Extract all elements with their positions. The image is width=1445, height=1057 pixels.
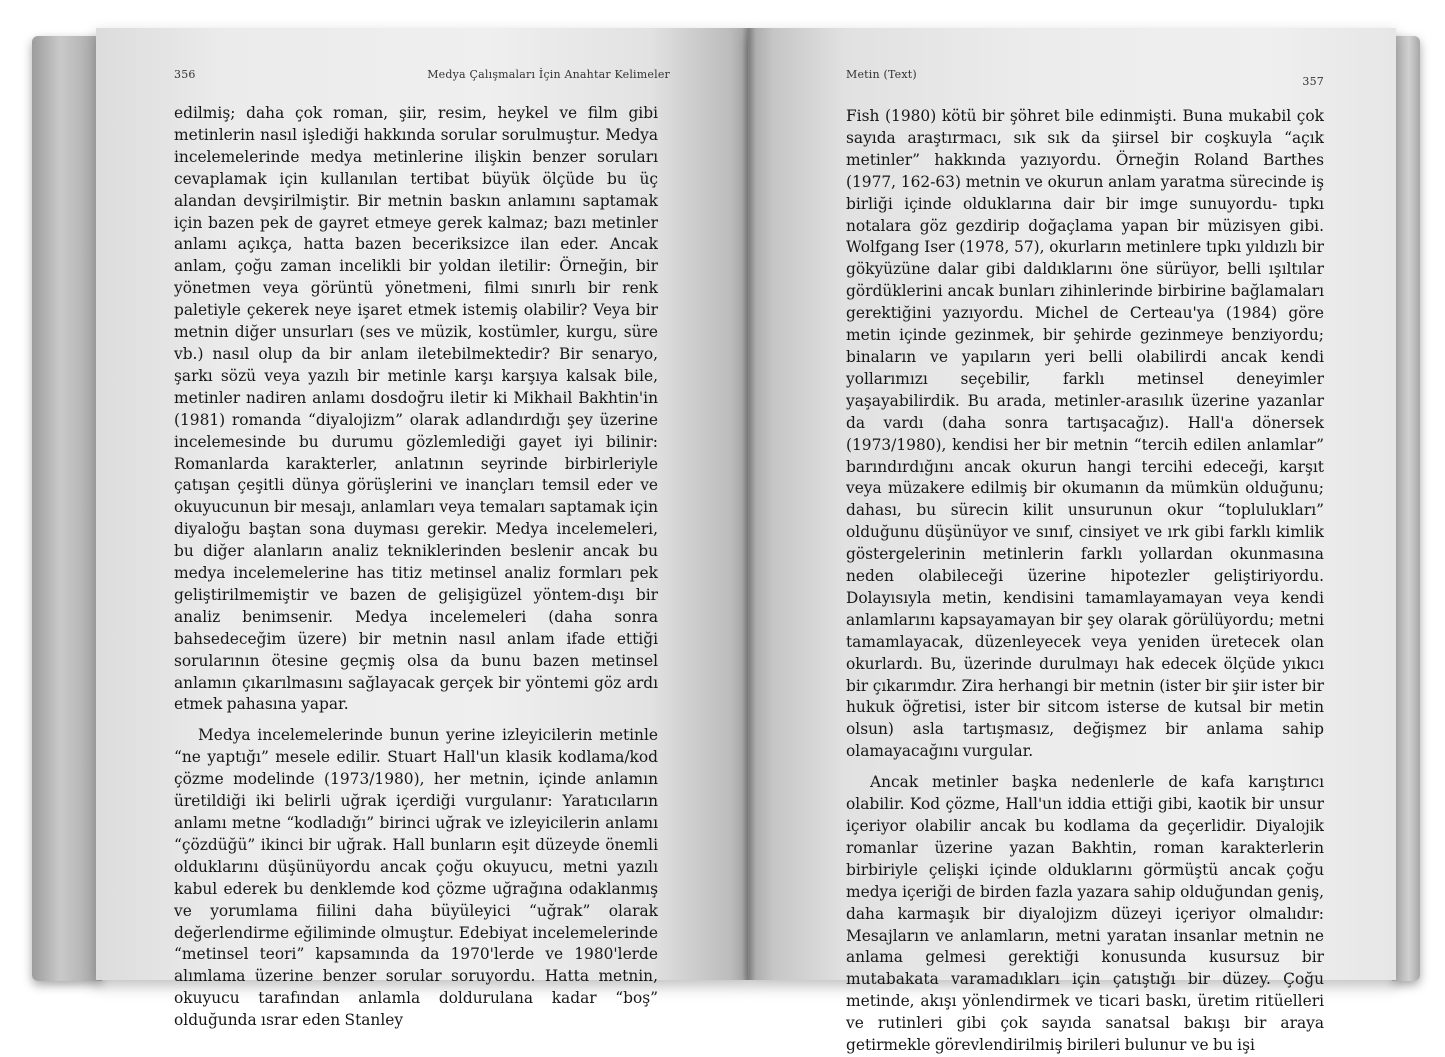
right-page-body: [846, 106, 1324, 1057]
right-paragraph-2: Ancak metinler başka nedenlerle de kafa karıştırıcı olabilir. Kod çözme, Hall'un iddia ettiği gibi, kaotik bir unsur içeriyor olabilir ancak bu kodlama da geçerlidir. Diyalojik romanlar üzerine yazan Bakhtin, roman karakterlerin birbiriyle çelişki içinde olduklarını görmüştü ancak çoğu medya içeriği de birden fazla yazara sahip olduğundan geniş, daha karmaşık bir diyalojizm düzeyi içeriyor olmalıdır: Mesajların ve anlamların, metni yaratan insanlar metnin ne anlama gelmesi gerektiği konusunda kusursuz bir mutabakata varamadıkları için çatıştığı bir düzey. Çoğu metinde, akışı yönlendirmek ve ticari baskı, üretim ritüelleri ve rutinleri gibi çok sayıda sanatsal bakışı bir araya getirmekle görevlendirilmiş birileri bulunur ve bu işi: [846, 773, 1324, 1055]
left-paragraph-1: edilmiş; daha çok roman, şiir, resim, heykel ve film gibi metinlerin nasıl işlediği hakkında sorular sorulmuştur. Medya incelemelerinde medya metinlerine ilişkin benzer soruları cevaplamak için kullanılan tertibat büyük ölçüde bu üç alandan devşirilmiştir. Bir metnin baskın anlamını saptamak için bazen pek de gayret etmeye gerek kalmaz; bazı metinler anlamı açıkça, hatta bazen beceriksizce ilan eder. Ancak anlam, çoğu zaman incelikli bir yoldan iletilir: Örneğin, bir yönetmen veya görüntü yönetmeni, filmi sınırlı bir renk paletiyle çekerek neye işaret etmek istemiş olabilir? Veya bir metnin diğer unsurları (ses ve müzik, kostümler, kurgu, süre vb.) nasıl olup da bir anlam iletebilmektedir? Bir senaryo, şarkı sözü veya yazılı bir metinle karşı karşıya kalsak bile, metinler nadiren anlamı dosdoğru iletir ki Mikhail Bakhtin'in (1981) romanda “diyalojizm” olarak adlandırdığı şey üzerine incelemesinde bu durumu gözlemlediği gayet iyi bilinir: Romanlarda karakterler, anlatının seyrinde birbirleriyle çatışan çeşitli dünya görüşlerini ve inançları temsil eder ve okuyucunun bir mesajı, anlamları veya temaları saptamak için diyaloğu baştan sona duyması gerekir. Medya incelemeleri, bu diğer alanların analiz tekniklerinden beslenir ancak bu medya incelemelerine has titiz metinsel analiz formları pek geliştirilmemiştir ve bazen de gelişigüzel yöntem-dışı bir analiz benimsenir. Medya incelemeleri (daha sonra bahsedeceğim üzere) bir metnin nasıl anlam ifade ettiği sorularının ötesine geçmiş olsa da bunu bazen metinsel anlamın çıkarılmasını sağlayacak gerçek bir yöntemi göz ardı etmek pahasına yapar.: [174, 104, 658, 714]
left-running-header: Medya Çalışmaları İçin Anahtar Kelimeler: [427, 68, 670, 81]
book-spine-shadow: [742, 28, 756, 980]
right-paragraph-1: Fish (1980) kötü bir şöhret bile edinmişti. Buna mukabil çok sayıda araştırmacı, sık sık da şiirsel bir coşkuyla “açık metinler” hakkında yazıyordu. Örneğin Roland Barthes (1977, 162-63) metnin ve okurun anlam yaratma sürecinde iş birliği içinde olduklarına dair bir imge sunuyordu- tıpkı notalara göz gezdirip doğaçlama yapan bir müzisyen gibi. Wolfgang Iser (1978, 57), okurların metinlere tıpkı yıldızlı bir gökyüzüne dalar gibi daldıklarını öne sürüyor, belli ışıltılar gördüklerini ancak bunları zihinlerinde birbirine bağlamaları gerektiğini yazıyordu. Michel de Certeau'ya (1984) göre metin içinde gezinmek, bir şehirde gezinmeye benziyordu; binaların ve yapıların yeri belli olabilirdi ancak kendi yollarımızı seçebilir, farklı metinsel deneyimler yaşayabilirdik. Bu arada, metinler-arasılık üzerine yazanlar da vardı (daha sonra tartışacağız). Hall'a dönersek (1973/1980), kendisi her bir metnin “tercih edilen anlamlar” barındırdığını ancak okurun hangi tercihi edeceği, karşıt veya müzakere edilmiş bir okumanın da mümkün olduğunu; dahası, bu sürecin kilit unsurunun okur “toplulukları” olduğunu düşünüyor ve sınıf, cinsiyet ve ırk gibi farklı kimlik göstergelerinin metinlerin farklı yollardan okunmasına neden olabileceği üzerine hipotezler geliştiriyordu. Dolayısıyla metin, kendisini tamamlayamayan veya kendi anlamlarını kapsayamayan bir şey olarak görülüyordu; metni tamamlayacak, düzenleyecek veya yeniden üretecek olan okurlardı. Bu, üzerinde durulmayı hak edecek ölçüde yıkıcı bir çıkarımdır. Zira herhangi bir metnin (ister bir şiir ister bir hukuk öğretisi, ister bir sitcom isterse de kutsal bir metin olsun) asla tartışmasız, değişmez bir anlama sahip olamayacağını vurgular.: [846, 107, 1324, 761]
right-page: [748, 28, 1396, 1055]
left-page-edges: [32, 36, 102, 981]
left-paragraph-2: Medya incelemelerinde bunun yerine izleyicilerin metinle “ne yaptığı” mesele edilir. Stuart Hall'un klasik kodlama/kod çözme modelinde (1973/1980), her metnin, içinde anlamın üretildiği iki belirli uğrak içerdiği vurgulanır: Yaratıcıların anlamı metne “kodladığı” birinci uğrak ve izleyicilerin anlamı “çözdüğü” ikinci bir uğrak. Hall bunların eşit düzeyde önemli olduklarını düşünüyordu ancak çoğu okuyucu, metni yazılı kabul ederek bu denklemde kod çözme uğrağına odaklanmış ve yorumlama fiilini daha büyüleyici “uğrak” olarak değerlendirme eğiliminde olmuştur. Edebiyat incelemelerinde “metinsel teori” kapsamında da 1970'lerde ve 1980'lerde alımlama üzerine benzer sorular soruyordu. Hatta metnin, okuyucu tarafından anlamla doldurulana kadar “boş” olduğunda ısrar eden Stanley: [174, 726, 658, 1030]
right-running-header: Metin (Text): [846, 68, 917, 81]
left-page-body: [174, 103, 658, 1032]
left-page: [96, 28, 748, 1030]
left-page-number: 356: [174, 68, 196, 81]
right-page-number: 357: [1302, 75, 1324, 88]
right-page-edges: [1392, 36, 1420, 981]
